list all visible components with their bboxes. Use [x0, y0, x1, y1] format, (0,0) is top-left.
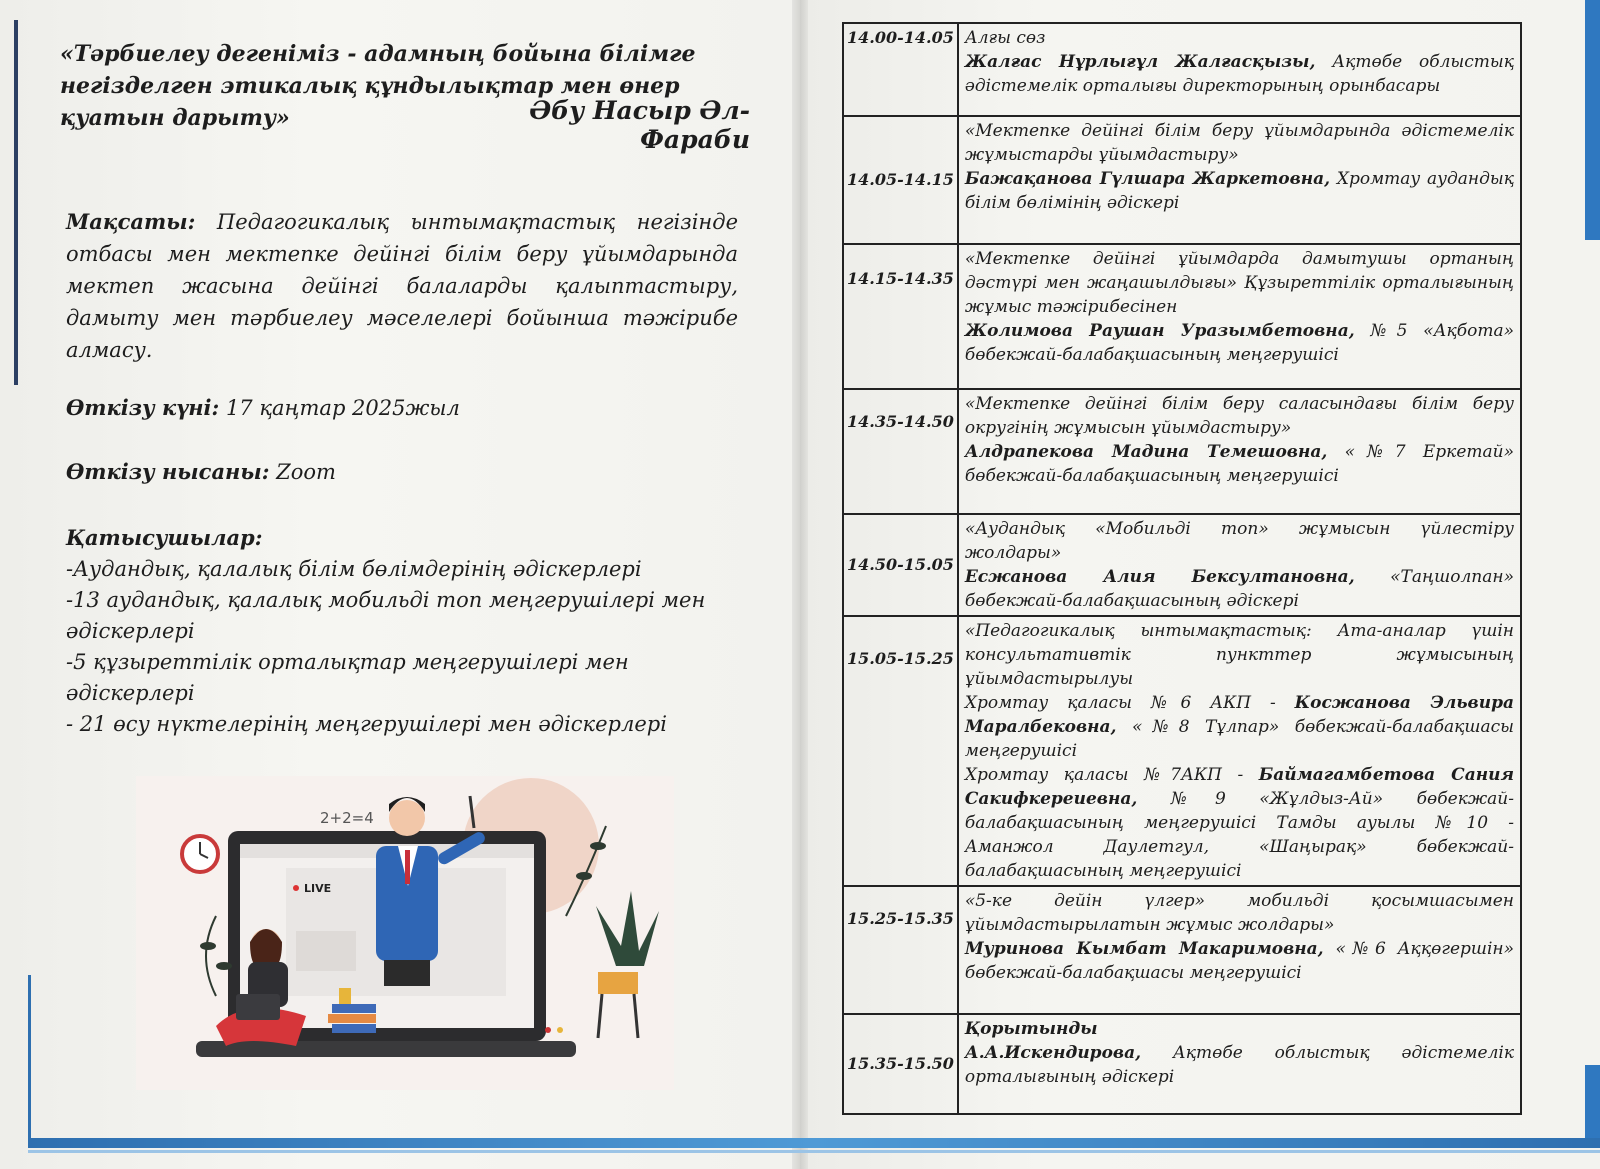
speaker-role: «№6 Аққөгершін» бөбекжай-балабақшасы меңгерушісі: [964, 939, 1515, 983]
desc-cell: [958, 616, 1521, 886]
schedule-row: [843, 886, 1521, 1014]
format-label: Өткізу нысаны:: [66, 459, 270, 484]
time-cell: 14.50-15.05: [843, 514, 958, 616]
topic-text: «Мектепке дейінгі білім беру саласындағы білім беру округінің жұмысын ұйымдастыру»: [964, 394, 1514, 438]
topic-text: «Аудандық «Мобильді топ» жұмысын үйлестіру жолдары»: [964, 519, 1514, 563]
online-lesson-illustration: [136, 776, 674, 1090]
speaker-role: Ақтөбе облыстық әдістемелік орталығы директорының орынбасары: [964, 52, 1515, 96]
schedule-row: [843, 389, 1521, 514]
purpose-label: Мақсаты:: [66, 209, 196, 234]
time-cell: 15.25-15.35: [843, 886, 958, 1014]
date-value: 17 қаңтар 2025жыл: [225, 396, 460, 420]
speaker-name: Муринова Кымбат Макаримовна,: [964, 939, 1324, 959]
schedule-row: [843, 1014, 1521, 1114]
speaker-name: Баймагамбетова Сания Сакифкереиевна,: [964, 765, 1514, 809]
participant-item: -5 құзыреттілік орталықтар меңгерушілері мен әдіскерлері: [66, 650, 629, 705]
org-line: Хромтау қаласы №6 АКП -: [964, 693, 1295, 713]
speaker-name: Есжанова Алия Бексултановна,: [964, 567, 1355, 587]
board-formula: 2+2=4: [320, 809, 374, 827]
schedule-table: [842, 22, 1522, 1115]
desc-cell: [958, 244, 1521, 389]
left-accent-bar: [14, 20, 18, 385]
time-cell: 14.00-14.05: [843, 23, 958, 116]
desc-cell: [958, 23, 1521, 116]
schedule-row: [843, 616, 1521, 886]
schedule-row: [843, 514, 1521, 616]
time-cell: 15.05-15.25: [843, 616, 958, 886]
speaker-role: «№7 Еркетай» бөбекжай-балабақшасының меңгерушісі: [964, 442, 1515, 486]
bottom-stripe-thin: [28, 1150, 1600, 1153]
format-value: Zoom: [276, 460, 336, 484]
topic-text: «Мектепке дейінгі ұйымдарда дамытушы ортаның дәстүрі мен жаңашылдығы» Құзыреттілік орталығының жұмыс тәжірибесінен: [964, 249, 1514, 317]
speaker-role: Ақтөбе облыстық әдістемелік орталығының әдіскері: [964, 1043, 1515, 1087]
schedule-row: [843, 244, 1521, 389]
speaker-role: «№8 Тұлпар» бөбекжай-балабақшасы меңгерушісі: [964, 717, 1514, 761]
schedule-row: [843, 23, 1521, 116]
time-cell: 14.15-14.35: [843, 244, 958, 389]
format-block: [66, 456, 738, 488]
bottom-left-accent: [28, 975, 31, 1145]
speaker-role: Хромтау аудандық білім бөлімінің әдіскері: [964, 169, 1514, 213]
right-edge-accent: [1585, 0, 1600, 240]
epigraph-quote: «Тәрбиелеу дегеніміз - адамның бойына білімге негізделген этикалық құндылықтар мен өнер қуатын дарыту»: [60, 41, 696, 131]
topic-text: «Педагогикалық ынтымақтастық: Ата-аналар үшін консультативтік пункттер жұмысының ұйымдастырылуы: [964, 621, 1514, 689]
speaker-name: Косжанова Эльвира Маралбековна,: [964, 693, 1514, 737]
desc-cell: [958, 886, 1521, 1014]
topic-text: «Мектепке дейінгі білім беру ұйымдарында әдістемелік жұмыстарды ұйымдастыру»: [964, 121, 1514, 165]
date-label: Өткізу күні:: [66, 395, 220, 420]
speaker-role: №5 «Ақбота» бөбекжай-балабақшасының меңгерушісі: [964, 321, 1514, 365]
epigraph-author: Әбу Насыр Әл-Фараби: [529, 96, 750, 154]
topic-text: Қорытынды: [964, 1019, 1098, 1039]
live-badge: LIVE: [304, 882, 332, 895]
speaker-role: №9 «Жұлдыз-Ай» бөбекжай-балабақшасының меңгерушісі Тамды ауылы №10 - Аманжол Даулетгул, «Шаңырақ» бөбекжай-балабақшасының меңгерушісі: [964, 789, 1514, 881]
participant-item: -13 аудандық, қалалық мобильді топ меңгерушілері мен әдіскерлері: [66, 588, 706, 643]
purpose-block: [66, 206, 738, 366]
date-block: [66, 392, 738, 424]
desc-cell: [958, 116, 1521, 244]
speaker-role: «Таңшолпан» бөбекжай-балабақшасының әдіскері: [964, 567, 1514, 611]
speaker-name: А.А.Искендирова,: [964, 1043, 1142, 1063]
schedule-row: [843, 116, 1521, 244]
laptop-base: [196, 1041, 576, 1057]
right-edge-accent-bottom: [1585, 1065, 1600, 1145]
bottom-stripe: [28, 1138, 1600, 1148]
time-cell: 14.05-14.15: [843, 116, 958, 244]
participants-block: [66, 522, 738, 740]
speaker-name: Бажақанова Гүлшара Жаркетовна,: [964, 169, 1331, 189]
topic-text: «5-ке дейін үлгер» мобильді қосымшасымен ұйымдастырылатын жұмыс жолдары»: [964, 891, 1514, 935]
participant-item: - 21 өсу нүктелерінің меңгерушілері мен әдіскерлері: [66, 712, 667, 736]
desc-cell: [958, 1014, 1521, 1114]
speaker-name: Жалғас Нұрлығұл Жалғасқызы,: [964, 52, 1316, 72]
participant-item: -Аудандық, қалалық білім бөлімдерінің әдіскерлері: [66, 557, 642, 581]
speaker-name: Жолимова Раушан Уразымбетовна,: [964, 321, 1355, 341]
purpose-text: Педагогикалық ынтымақтастық негізінде отбасы мен мектепке дейінгі білім беру ұйымдарында мектеп жасына дейінгі балаларды қалыптастыру, дамыту мен тәрбиелеу мәселелері бойынша тәжірибе алмасу.: [66, 210, 738, 362]
page-fold: [792, 0, 808, 1169]
participants-label: Қатысушылар:: [66, 525, 263, 550]
topic-text: Алғы сөз: [964, 28, 1046, 48]
org-line: Хромтау қаласы №7АКП -: [964, 765, 1259, 785]
desc-cell: [958, 389, 1521, 514]
time-cell: 15.35-15.50: [843, 1014, 958, 1114]
time-cell: 14.35-14.50: [843, 389, 958, 514]
speaker-name: Алдрапекова Мадина Темешовна,: [964, 442, 1328, 462]
desc-cell: [958, 514, 1521, 616]
